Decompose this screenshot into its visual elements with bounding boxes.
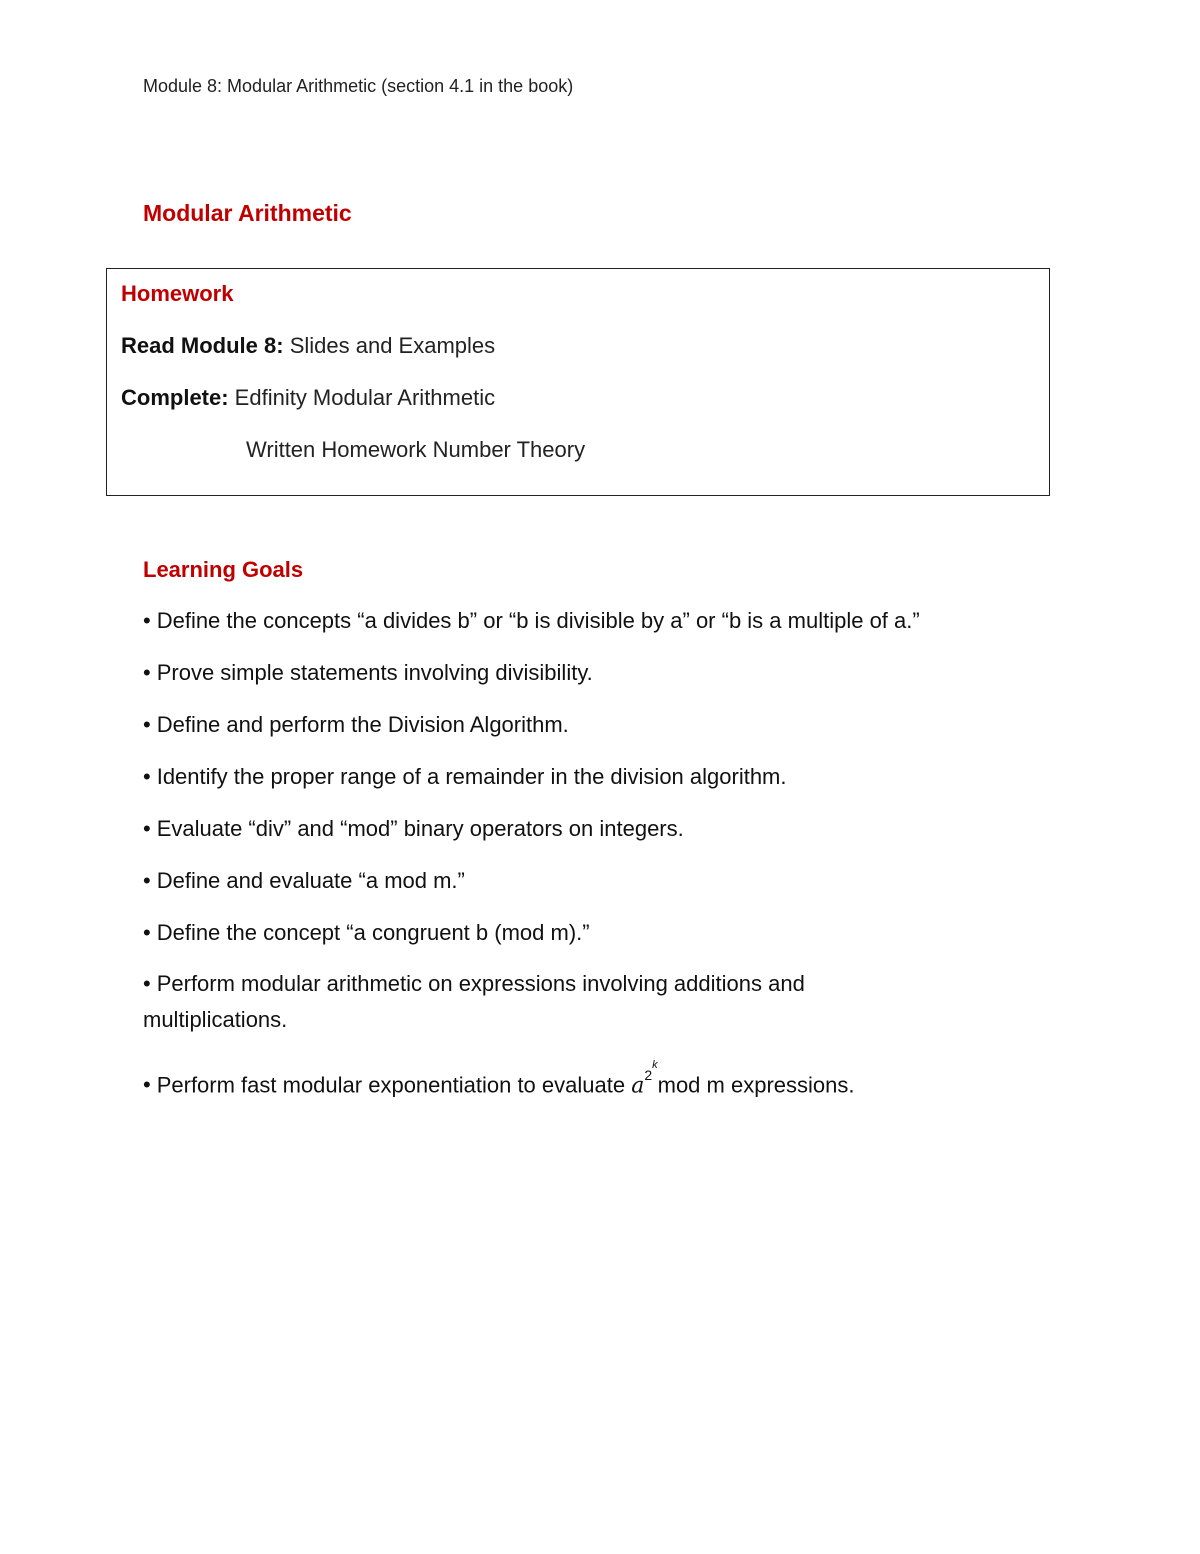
bullet-icon: • [143, 920, 151, 945]
bullet-icon: • [143, 608, 151, 633]
homework-complete-label: Complete: [121, 385, 229, 410]
learning-goals-title: Learning Goals [143, 557, 304, 582]
goal-text: Evaluate “div” and “mod” binary operators on integers. [156, 816, 684, 841]
goal-item [143, 759, 1043, 795]
goal-text: Identify the proper range of a remainder in the division algorithm. [156, 764, 787, 789]
page-header: Module 8: Modular Arithmetic (section 4.1 in the book) [143, 76, 574, 96]
bullet-icon: • [143, 764, 151, 789]
homework-box [106, 268, 1050, 496]
goal-item [143, 811, 1043, 847]
math-exponent-k: k [652, 1059, 658, 1071]
bullet-icon: • [143, 712, 151, 737]
homework-complete-line [121, 385, 495, 411]
bullet-icon: • [143, 660, 151, 685]
homework-read-value: Slides and Examples [283, 333, 496, 358]
goal-item [143, 1061, 1043, 1104]
bullet-icon: • [143, 816, 151, 841]
math-exponent [644, 1059, 658, 1083]
goal-text-suffix: mod m expressions. [657, 1072, 855, 1098]
goal-text: Prove simple statements involving divisibility. [156, 660, 593, 685]
goal-text: Define and perform the Division Algorithm. [156, 712, 569, 737]
bullet-icon: • [143, 868, 151, 893]
goal-item [143, 863, 1043, 899]
goal-item [143, 603, 1043, 639]
homework-read-label: Read Module 8: [121, 333, 284, 358]
goal-text: Define and evaluate “a mod m.” [156, 868, 465, 893]
goal-item [143, 655, 1043, 691]
goal-text: Perform modular arithmetic on expressions involving additions and multiplications. [143, 971, 805, 1032]
goal-text: Define the concepts “a divides b” or “b is divisible by a” or “b is a multiple of a.” [156, 608, 920, 633]
homework-title: Homework [121, 281, 234, 306]
math-exponent-two: 2 [644, 1067, 653, 1083]
goal-item [143, 966, 933, 1038]
math-base: a [631, 1073, 645, 1099]
goal-item [143, 707, 1043, 743]
goal-text: Perform fast modular exponentiation to evaluate [156, 1072, 632, 1098]
bullet-icon: • [143, 1072, 151, 1098]
goal-text: Define the concept “a congruent b (mod m).” [156, 920, 590, 945]
bullet-icon: • [143, 971, 151, 996]
goal-item [143, 915, 1043, 951]
homework-complete-value: Edfinity Modular Arithmetic [228, 385, 496, 410]
homework-read-line [121, 333, 495, 359]
section-title: Modular Arithmetic [143, 200, 352, 226]
homework-written-line: Written Homework Number Theory [246, 437, 586, 462]
